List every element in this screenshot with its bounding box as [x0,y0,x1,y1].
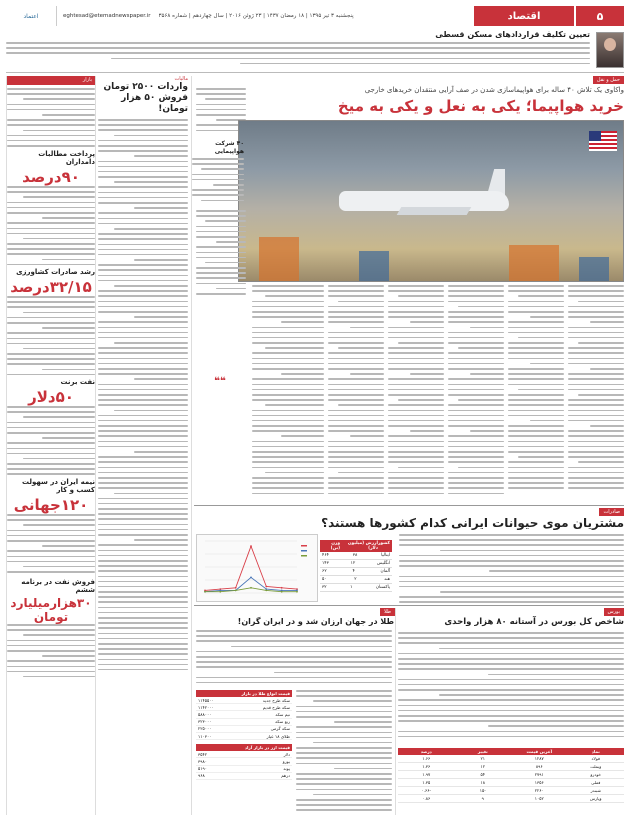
feature-col-5 [328,285,384,500]
hair-export-table [320,540,392,602]
data-point [204,591,206,593]
table-row: دلار ۳۵۴۲ [198,751,290,757]
stat-oil-sales: ۳۰هزارمیلیارد تومان [10,596,92,624]
brent-text [7,406,95,476]
data-point [235,587,237,589]
headline-oil-sales[interactable]: فروش نفت در برنامه ششم [21,578,95,594]
data-point [296,591,298,593]
oil-text [7,624,95,684]
legend-key [301,555,307,557]
table-row: پاکستان ۱ ۳۲ [322,585,390,590]
tax-body [98,119,188,679]
bourse-body [398,632,624,744]
feature-col-3 [448,285,504,500]
data-point [250,587,252,589]
headline-brent[interactable]: نفت برنت [60,378,95,386]
table-row: سکه گرمی ۲۲۵۰۰۰ [198,726,290,732]
headline-business-ease[interactable]: نیمه ایران در سهولت کسب و کار [21,478,95,494]
table-row: فملی ۱۳۵۶ ۱۸ ۱.۳۵ [398,779,624,787]
table-row: پوند ۵۱۹۰ [198,766,290,772]
author-photo [596,32,624,68]
newspaper-logo[interactable]: اعتماد [6,6,57,26]
left-brief-text [7,88,95,148]
side-quote [192,140,244,210]
bourse-table [398,748,624,803]
us-flag-icon [589,131,617,151]
series-line-1 [205,546,297,590]
feature-side-text [196,210,246,300]
gold-price-tables [196,690,292,784]
banner-body [6,42,590,70]
feature-subtitle: واکاوی یک تلاش ۴۰ ساله برای هواپیماسازی شدن در صف آرایی منتقدان خریدهای خارجی [364,86,624,94]
legend-key [301,550,307,552]
table-row: شبندر ۲۲۶۰ -۱۵ -۰.۶۶ [398,787,624,795]
table-row: نیم سکه ۵۸۸۰۰۰ [198,711,290,717]
hair-table-head: کشور ارزش (میلیون دلار) وزن (تن) [320,540,392,552]
bourse-kicker: بورس [604,608,625,616]
table-row: ربع سکه ۳۲۳۰۰۰ [198,719,290,725]
feature-col-6 [252,285,324,500]
table-row: هند ۲ ۵۰ [320,576,392,584]
quote-icon: ❝❝ [214,376,226,387]
table-row: درهم ۹۶۸ [198,773,290,779]
hair-body [399,534,624,604]
section-label: اقتصاد [474,6,574,26]
feature-kicker: حمل و نقل [593,76,624,84]
gold-kicker: طلا [380,608,395,616]
table-row: طلای ۱۸ عیار ۱۱۰۳۰۰ [198,733,290,739]
table-row: خودرو ۲۷۹۱ ۵۴ ۱.۹۷ [398,771,624,779]
stat-business-ease: ۱۲۰جهانی [13,496,89,514]
tax-kicker: مالیات [174,76,188,82]
feature-col-2 [508,285,564,500]
date-line: پنجشنبه ۳ تیر ۱۳۹۵ | ۱۸ رمضان ۱۴۳۷ | ۲۳ ژوئن ۲۰۱۶ | سال چهاردهم | شماره ۳۵۶۸ [158,13,354,19]
table-row: وبملت ۸۹۶ ۱۲ ۱.۳۶ [398,763,624,771]
table-row: سکه طرح جدید ۱۱۴۵۵۰۰ [198,697,290,703]
hair-export-chart [196,534,318,602]
masthead-info [57,6,470,26]
line-chart [197,535,317,601]
page-number: ۵ [574,6,624,26]
data-point [281,591,283,593]
table-row: آلمان ۴ ۶۲ [320,568,392,576]
business-text [7,514,95,576]
aircraft-factory-photo [238,120,624,282]
gold-price-table: قیمت انواع طلا در بازار سکه طرح جدید ۱۱۴۵۵۰۰ سکه طرح قدیم ۱۱۴۲۰۰۰ نیم سکه ۵۸۸۰۰۰ ربع سکه ۳۲۳۰۰۰ سکه گرمی ۲۲۵۰۰۰ طلای ۱۸ عیار ۱۱۰۳۰۰ [198,691,290,739]
data-point [250,577,252,579]
table-row: سکه طرح قدیم ۱۱۴۲۰۰۰ [198,704,290,710]
left-column-kicker: بازار [7,76,95,85]
headline-livestock[interactable]: پرداخت مطالبات دامداران [38,150,95,166]
gold-title[interactable]: طلا در جهان ارزان شد و در ایران گران! [237,617,394,626]
table-row: وپارس ۱۰۵۲ ۹ ۰.۸۶ [398,795,624,803]
left-news-column [6,76,95,815]
hair-title[interactable]: مشتریان موی حیوانات ایرانی کدام کشورها هستند؟ [321,516,624,530]
tax-title[interactable]: واردات ۲۵۰۰ تومان فروش ۵۰ هزار تومان! [103,82,188,114]
email-link[interactable]: eghtesad@etemadnewspaper.ir [63,13,151,19]
data-point [265,590,267,592]
data-point [235,590,237,592]
masthead [6,6,624,26]
bourse-title[interactable]: شاخص کل بورس در آستانه ۸۰ هزار واحدی [444,617,624,627]
data-point [250,545,252,547]
stat-brent: ۵۰دلار [28,388,74,406]
legend-key [301,545,307,547]
table-row: فولاد ۱۲۸۷ ۲۱ ۱.۶۶ [398,755,624,763]
banner-title[interactable]: تعیین تکلیف قراردادهای مسکن قسطی [435,30,590,39]
table-row: ایتالیا ۳۸ ۴۶۴ [320,552,392,560]
data-point [219,591,221,593]
data-point [281,587,283,589]
livestock-text [7,186,95,266]
hair-kicker: صادرات [599,508,624,516]
headline-agri-export[interactable]: رشد صادرات کشاورزی [16,268,95,276]
stat-livestock: ۹۰درصد [22,168,80,186]
agri-text [7,296,95,376]
gold-body [296,690,392,815]
feature-col-4 [388,285,444,500]
table-row: انگلیس ۱۲ ۱۴۳ [322,561,390,566]
side-quote-text: ۴۰ شرکت هواپیمایی [214,140,244,155]
table-row: یورو ۳۹۸۰ [198,758,290,764]
feature-col-1 [568,285,624,500]
tax-column [98,76,188,815]
bourse-table-head: نماد آخرین قیمت تغییر درصد [398,748,624,755]
stat-agri-export: ۳۲/۱۵درصد [10,278,92,296]
banner-article [6,28,624,73]
feature-title[interactable]: خرید هواپیما؛ یکی به نعل و یکی به میخ [337,97,624,115]
gold-lead [196,630,392,686]
currency-price-table: قیمت ارز در بازار آزاد دلار ۳۵۴۲ یورو ۳۹۸۰ پوند ۵۱۹۰ درهم ۹۶۸ [198,745,290,779]
data-point [265,586,267,588]
